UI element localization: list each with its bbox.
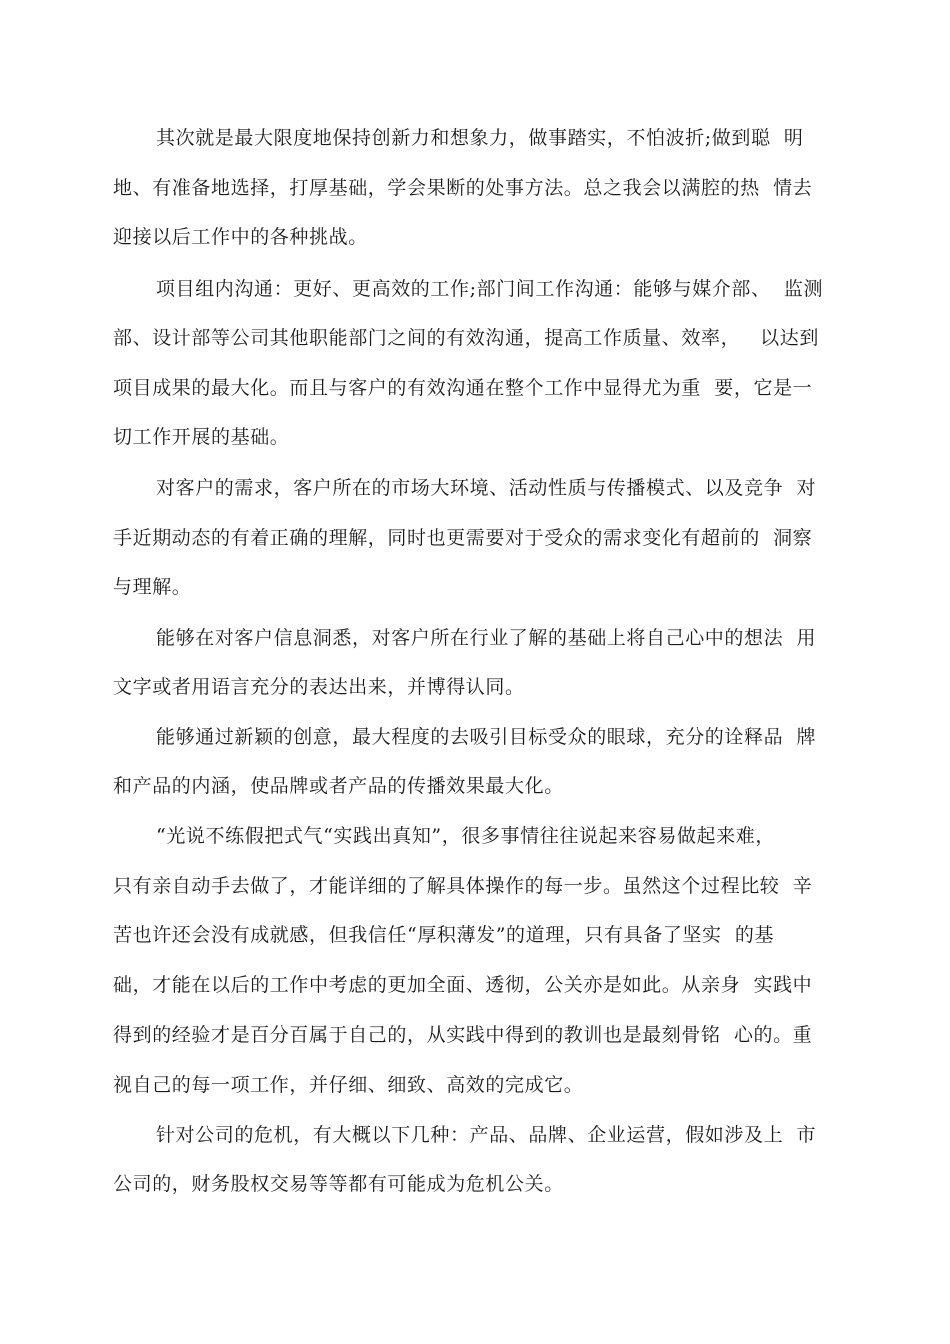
paragraph-4-line-1: 能够在对客户信息洞悉，对客户所在行业了解的基础上将自己心中的想法 用 xyxy=(156,627,817,649)
paragraph-6-line-4: 础，才能在以后的工作中考虑的更加全面、透彻，公关亦是如此。从亲身 实践中 xyxy=(113,974,813,996)
paragraph-2-line-1: 项目组内沟通：更好、更高效的工作;部门间工作沟通：能够与媒介部、 监测 xyxy=(156,278,824,300)
paragraph-2-line-2: 部、设计部等公司其他职能部门之间的有效沟通，提高工作质量、效率， 以达到 xyxy=(113,327,819,349)
paragraph-6-line-5: 得到的经验才是百分百属于自己的，从实践中得到的教训也是最刻骨铭 心的。重 xyxy=(113,1024,813,1046)
paragraph-7-line-1: 针对公司的危机，有大概以下几种：产品、品牌、企业运营，假如涉及上 市 xyxy=(156,1124,817,1146)
paragraph-4-line-2: 文字或者用语言充分的表达出来，并博得认同。 xyxy=(113,676,525,698)
paragraph-3-line-3: 与理解。 xyxy=(113,576,192,598)
paragraph-6-line-1: “光说不练假把式气“实践出真知”，很多事情往往说起来容易做起来难， xyxy=(156,825,775,847)
paragraph-5-line-2: 和产品的内涵，使品牌或者产品的传播效果最大化。 xyxy=(113,775,564,797)
paragraph-7-line-2: 公司的，财务股权交易等等都有可能成为危机公关。 xyxy=(113,1173,564,1195)
paragraph-1-line-3: 迎接以后工作中的各种挑战。 xyxy=(113,226,368,248)
paragraph-5-line-1: 能够通过新颖的创意，最大程度的去吸引目标受众的眼球，充分的诠释品 牌 xyxy=(156,726,817,748)
paragraph-2-line-3: 项目成果的最大化。而且与客户的有效沟通在整个工作中显得尤为重 要，它是一 xyxy=(113,377,813,399)
paragraph-6-line-3: 苦也许还会没有成就感，但我信任“厚积薄发”的道理，只有具备了坚实 的基 xyxy=(113,924,775,946)
paragraph-6-line-2: 只有亲自动手去做了，才能详细的了解具体操作的每一步。虽然这个过程比较 辛 xyxy=(113,875,813,897)
paragraph-1-line-2: 地、有准备地选择，打厚基础，学会果断的处事方法。总之我会以满腔的热 情去 xyxy=(113,177,813,199)
paragraph-3-line-2: 手近期动态的有着正确的理解，同时也更需要对于受众的需求变化有超前的 洞察 xyxy=(113,527,813,549)
paragraph-3-line-1: 对客户的需求，客户所在的市场大环境、活动性质与传播模式、以及竞争 对 xyxy=(156,477,817,499)
paragraph-6-line-6: 视自己的每一项工作，并仔细、细致、高效的完成它。 xyxy=(113,1074,584,1096)
paragraph-1-line-1: 其次就是最大限度地保持创新力和想象力，做事踏实，不怕波折;做到聪 明 xyxy=(156,127,804,149)
paragraph-2-line-4: 切工作开展的基础。 xyxy=(113,426,290,448)
